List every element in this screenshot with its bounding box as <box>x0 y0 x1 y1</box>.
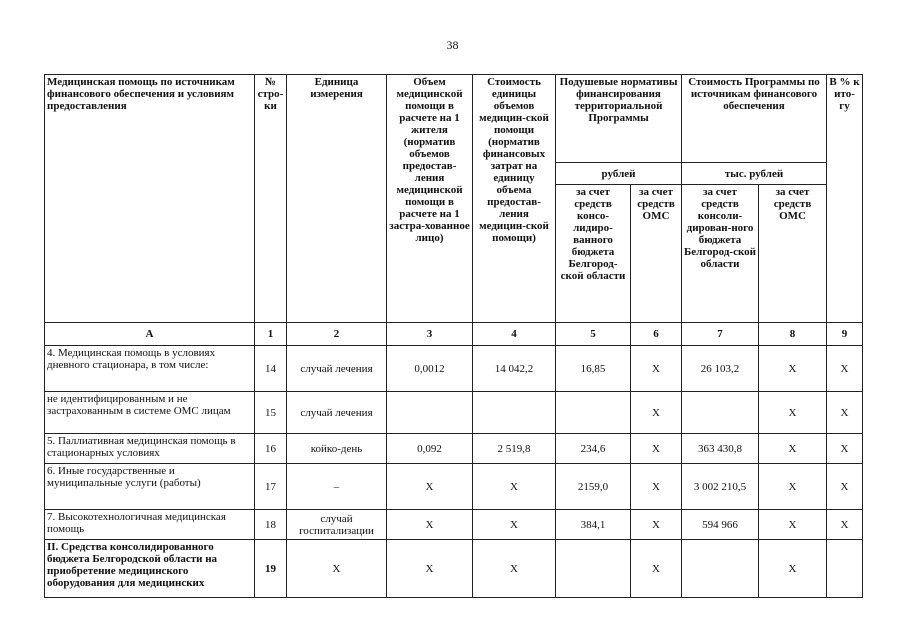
header-group-per-capita: Подушевые нормативы финансирования территориальной Программы <box>556 75 682 163</box>
row-value <box>827 540 863 598</box>
row-value: X <box>759 510 827 540</box>
row-value: 26 103,2 <box>682 346 759 392</box>
row-value: 2 519,8 <box>473 434 556 464</box>
row-value <box>473 392 556 434</box>
row-value: 0,092 <box>387 434 473 464</box>
index-row <box>45 323 863 346</box>
row-value: X <box>827 510 863 540</box>
row-value: X <box>827 392 863 434</box>
row-name: не идентифицированным и не застрахованным в системе ОМС лицам <box>45 392 255 434</box>
table-row <box>45 392 863 434</box>
header-col-3: Объем медицинской помощи в расчете на 1 жителя (норматив объемов предостав-ления медицинской помощи в расчете на 1 застра-хованное лицо) <box>387 75 473 323</box>
index-cell: 6 <box>631 323 682 346</box>
row-value: 384,1 <box>556 510 631 540</box>
row-value <box>387 392 473 434</box>
row-unit: случай лечения <box>287 346 387 392</box>
row-value: X <box>631 392 682 434</box>
row-value: X <box>827 346 863 392</box>
table-row <box>45 510 863 540</box>
row-value: X <box>827 434 863 464</box>
row-value: X <box>387 540 473 598</box>
row-value: X <box>759 540 827 598</box>
index-cell: 5 <box>556 323 631 346</box>
table-row <box>45 464 863 510</box>
header-col-8: за счет средств ОМС <box>759 185 827 323</box>
header-col-7: за счет средств консоли-дирован-ного бюджета Белгород-ской области <box>682 185 759 323</box>
row-line: 15 <box>255 392 287 434</box>
row-value: X <box>759 434 827 464</box>
row-value: X <box>631 434 682 464</box>
row-value: X <box>387 464 473 510</box>
row-line: 16 <box>255 434 287 464</box>
header-col-2: Единица измерения <box>287 75 387 323</box>
row-value: 16,85 <box>556 346 631 392</box>
index-cell: 2 <box>287 323 387 346</box>
row-unit: – <box>287 464 387 510</box>
index-cell: 4 <box>473 323 556 346</box>
row-line: 18 <box>255 510 287 540</box>
row-value <box>682 540 759 598</box>
header-col-9: В % к ито-гу <box>827 75 863 323</box>
row-value: X <box>387 510 473 540</box>
row-value: X <box>827 464 863 510</box>
header-col-4: Стоимость единицы объемов медицин-ской помощи (норматив финансовых затрат на единицу объема предостав-ления медицин-ской помощи) <box>473 75 556 323</box>
index-cell: 9 <box>827 323 863 346</box>
index-cell: 1 <box>255 323 287 346</box>
row-line: 14 <box>255 346 287 392</box>
row-value <box>556 392 631 434</box>
row-value: X <box>631 510 682 540</box>
row-value: X <box>473 540 556 598</box>
row-unit: X <box>287 540 387 598</box>
row-value: X <box>759 392 827 434</box>
row-name: 5. Паллиативная медицинская помощь в стационарных условиях <box>45 434 255 464</box>
row-value: 2159,0 <box>556 464 631 510</box>
table-row <box>45 540 863 598</box>
page-number: 38 <box>446 38 459 52</box>
header-col-5: за счет средств консо-лидиро-ванного бюджета Белгород-ской области <box>556 185 631 323</box>
row-value: 14 042,2 <box>473 346 556 392</box>
header-group-program-cost: Стоимость Программы по источникам финансового обеспечения <box>682 75 827 163</box>
row-value: X <box>759 346 827 392</box>
header-unit-thousand-rubles: тыс. рублей <box>682 163 827 185</box>
row-line: 19 <box>255 540 287 598</box>
index-cell: 8 <box>759 323 827 346</box>
index-cell: 3 <box>387 323 473 346</box>
row-unit: койко-день <box>287 434 387 464</box>
financing-table <box>44 74 863 598</box>
row-value: 0,0012 <box>387 346 473 392</box>
row-name: 7. Высокотехнологичная медицинская помощь <box>45 510 255 540</box>
row-value <box>682 392 759 434</box>
row-value: 363 430,8 <box>682 434 759 464</box>
table-row <box>45 346 863 392</box>
row-value: X <box>631 540 682 598</box>
row-value: X <box>759 464 827 510</box>
header-col-1: № стро-ки <box>255 75 287 323</box>
row-name: II. Средства консолидированного бюджета Белгородской области на приобретение медицинского оборудования для медицинских <box>45 540 255 598</box>
header-col-a: Медицинская помощь по источникам финансового обеспечения и условиям предоставления <box>45 75 255 323</box>
row-name: 4. Медицинская помощь в условиях дневного стационара, в том числе: <box>45 346 255 392</box>
header-col-6: за счет средств ОМС <box>631 185 682 323</box>
row-value: X <box>631 464 682 510</box>
row-value: X <box>473 464 556 510</box>
index-cell: 7 <box>682 323 759 346</box>
row-value: X <box>473 510 556 540</box>
row-line: 17 <box>255 464 287 510</box>
row-name: 6. Иные государственные и муниципальные услуги (работы) <box>45 464 255 510</box>
row-value: 234,6 <box>556 434 631 464</box>
row-value: 3 002 210,5 <box>682 464 759 510</box>
row-unit: случай лечения <box>287 392 387 434</box>
row-value: 594 966 <box>682 510 759 540</box>
row-unit: случай госпитализации <box>287 510 387 540</box>
table-row <box>45 434 863 464</box>
row-value: X <box>631 346 682 392</box>
row-value <box>556 540 631 598</box>
header-unit-rubles: рублей <box>556 163 682 185</box>
index-cell: А <box>45 323 255 346</box>
